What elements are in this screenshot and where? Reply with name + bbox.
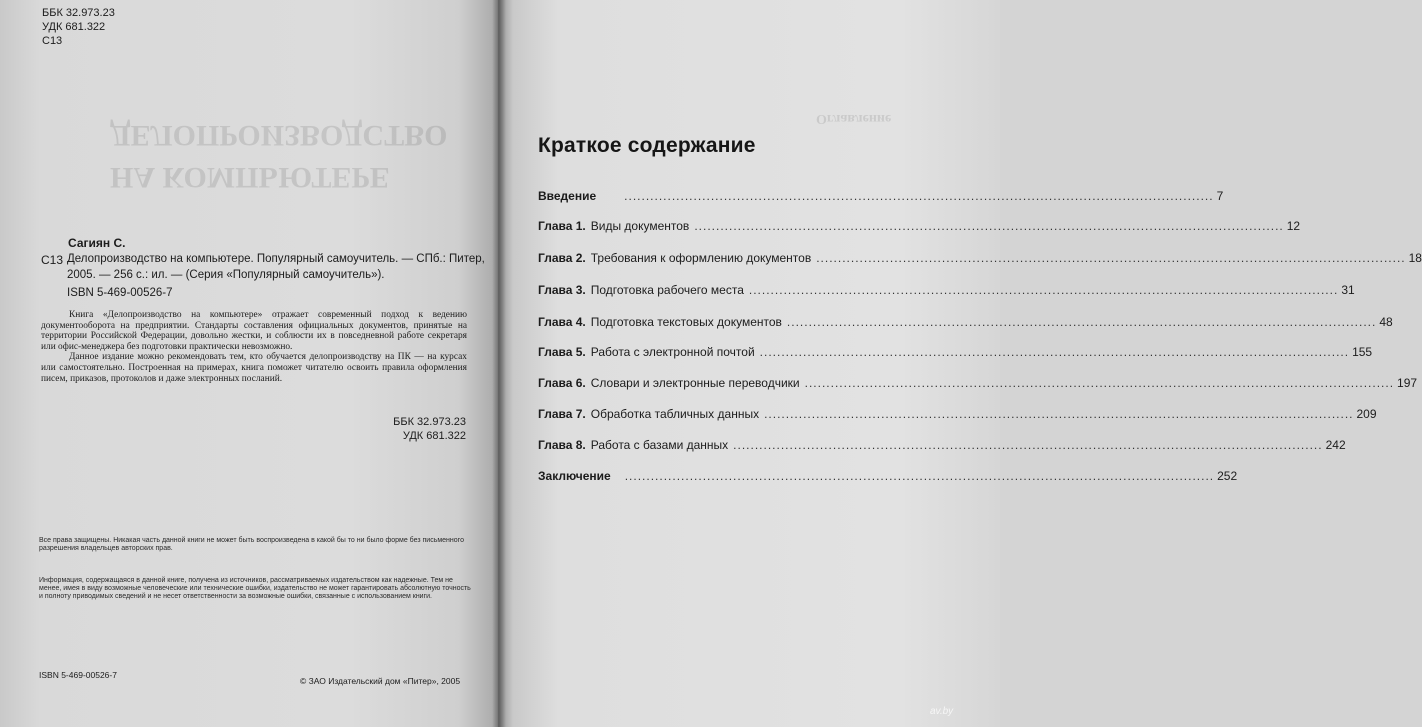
udk-code-bottom: УДК 681.322 [402, 430, 466, 442]
toc-entry-title: Словари и электронные переводчики [590, 376, 800, 390]
book-annotation [41, 310, 467, 384]
author-mark: С13 [41, 253, 64, 267]
toc-entry-title: Подготовка текстовых документов [590, 315, 782, 329]
toc-title: Краткое содержание [538, 134, 756, 157]
bleed-through-mark: Оглавление [816, 111, 892, 126]
toc-leader-dots: ........................................................................................................................................ [694, 219, 1284, 233]
annotation-paragraph: Книга «Делопроизводство на компьютере» отражает современный подход к ведению документооборота на предприятии. Стандарты составления официальных документов, принятые на территории Российской Федерации, довольно жестки, и соблюсти их в повседневной работе секретаря или офис-менеджера без подготовки практически невозможно. [41, 310, 467, 352]
disclaimer-notice: Информация, содержащаяся в данной книге, получена из источников, рассматриваемых издательством как надежные. Тем не менее, имея в виду возможные человеческие или технические ошибки, издательство не может гарантировать абсолютную точность и полноту приводимых сведений и не несет ответственности за возможные ошибки, связанные с использованием книги. [39, 577, 471, 601]
toc-entry [538, 407, 1377, 425]
book-author: Сагиян С. [68, 236, 126, 250]
bbk-code-bottom: ББК 32.973.23 [393, 416, 466, 428]
toc-leader-dots: ........................................................................................................................................ [759, 345, 1350, 359]
toc-entry-page: 209 [1356, 407, 1377, 421]
toc-entry-title: Подготовка рабочего места [590, 283, 744, 297]
toc-entry-title: Обработка табличных данных [590, 407, 760, 421]
toc-leader-dots: ........................................................................................................................................ [816, 251, 1406, 265]
book-spine-shadow [492, 0, 506, 727]
toc-entry-label: Глава 5. [538, 345, 586, 359]
toc-entry-page: 197 [1397, 376, 1418, 390]
toc-entry-label: Глава 2. [538, 251, 586, 265]
toc-entry-title: Виды документов [590, 219, 690, 233]
biblio-line-2: 2005. — 256 с.: ил. — (Серия «Популярный самоучитель»). [67, 269, 385, 281]
toc-leader-dots: ........................................................................................................................................ [624, 189, 1214, 203]
toc-entry-page: 7 [1216, 189, 1224, 203]
toc-entry-label: Введение [538, 189, 597, 203]
left-page [0, 0, 498, 727]
toc-entry-label: Глава 6. [538, 376, 586, 390]
toc-leader-dots: ........................................................................................................................................ [786, 315, 1377, 329]
bleed-through-title-line-2: НА КОМПЬЮТЕРЕ [110, 161, 390, 194]
isbn-bottom: ISBN 5-469-00526-7 [39, 670, 117, 680]
toc-entry [538, 438, 1346, 456]
toc-entry-page: 252 [1217, 469, 1238, 483]
bleed-through-title-line-1: ДЕЛОПРОИЗВОДСТВО [110, 119, 448, 152]
toc-entry-page: 12 [1286, 219, 1301, 233]
toc-leader-dots: ........................................................................................................................................ [733, 438, 1323, 452]
toc-entry-page: 18 [1408, 251, 1422, 265]
toc-entry-page: 155 [1352, 345, 1373, 359]
toc-entry-label: Глава 4. [538, 315, 586, 329]
toc-leader-dots: ........................................................................................................................................ [804, 376, 1395, 390]
toc-entry [538, 376, 1418, 394]
toc-entry-page: 48 [1379, 315, 1393, 329]
toc-entry-page: 242 [1325, 438, 1346, 452]
toc-entry-label: Глава 1. [538, 219, 586, 233]
toc-entry-label: Заключение [538, 469, 611, 483]
toc-entry-label: Глава 3. [538, 283, 586, 297]
toc-entry-label: Глава 8. [538, 438, 586, 452]
toc-entry-page: 31 [1341, 283, 1355, 297]
rights-notice: Все права защищены. Никакая часть данной книги не может быть воспроизведена в какой бы то ни было форме без письменного разрешения владельцев авторских прав. [39, 537, 464, 553]
toc-leader-dots: ........................................................................................................................................ [624, 469, 1215, 483]
toc-entry [538, 283, 1355, 301]
copyright-notice: © ЗАО Издательский дом «Питер», 2005 [300, 676, 461, 686]
toc-entry [538, 469, 1238, 487]
toc-entry [538, 251, 1422, 269]
toc-entry-title: Требования к оформлению документов [590, 251, 812, 265]
biblio-line-1: Делопроизводство на компьютере. Популярный самоучитель. — СПб.: Питер, [67, 253, 485, 265]
toc-entry [538, 219, 1301, 237]
author-mark-top: С13 [42, 35, 63, 47]
right-page [498, 0, 1000, 727]
toc-entry-title: Работа с базами данных [590, 438, 729, 452]
toc-entry-title: Работа с электронной почтой [590, 345, 755, 359]
toc-leader-dots: ........................................................................................................................................ [748, 283, 1339, 297]
udk-code-top: УДК 681.322 [42, 21, 106, 33]
bbk-code-top: ББК 32.973.23 [42, 7, 115, 19]
toc-leader-dots: ........................................................................................................................................ [764, 407, 1354, 421]
toc-entry [538, 345, 1373, 363]
toc-entry [538, 189, 1224, 207]
annotation-paragraph: Данное издание можно рекомендовать тем, кто обучается делопроизводству на ПК — на курсах или самостоятельно. Построенная на примерах, книга поможет читателю освоить правила оформления писем, приказов, протоколов и даже электронных посланий. [41, 352, 467, 384]
toc-entry-label: Глава 7. [538, 407, 586, 421]
toc-entry [538, 315, 1393, 333]
site-watermark: av.by [930, 706, 954, 717]
isbn-line: ISBN 5-469-00526-7 [67, 287, 173, 299]
